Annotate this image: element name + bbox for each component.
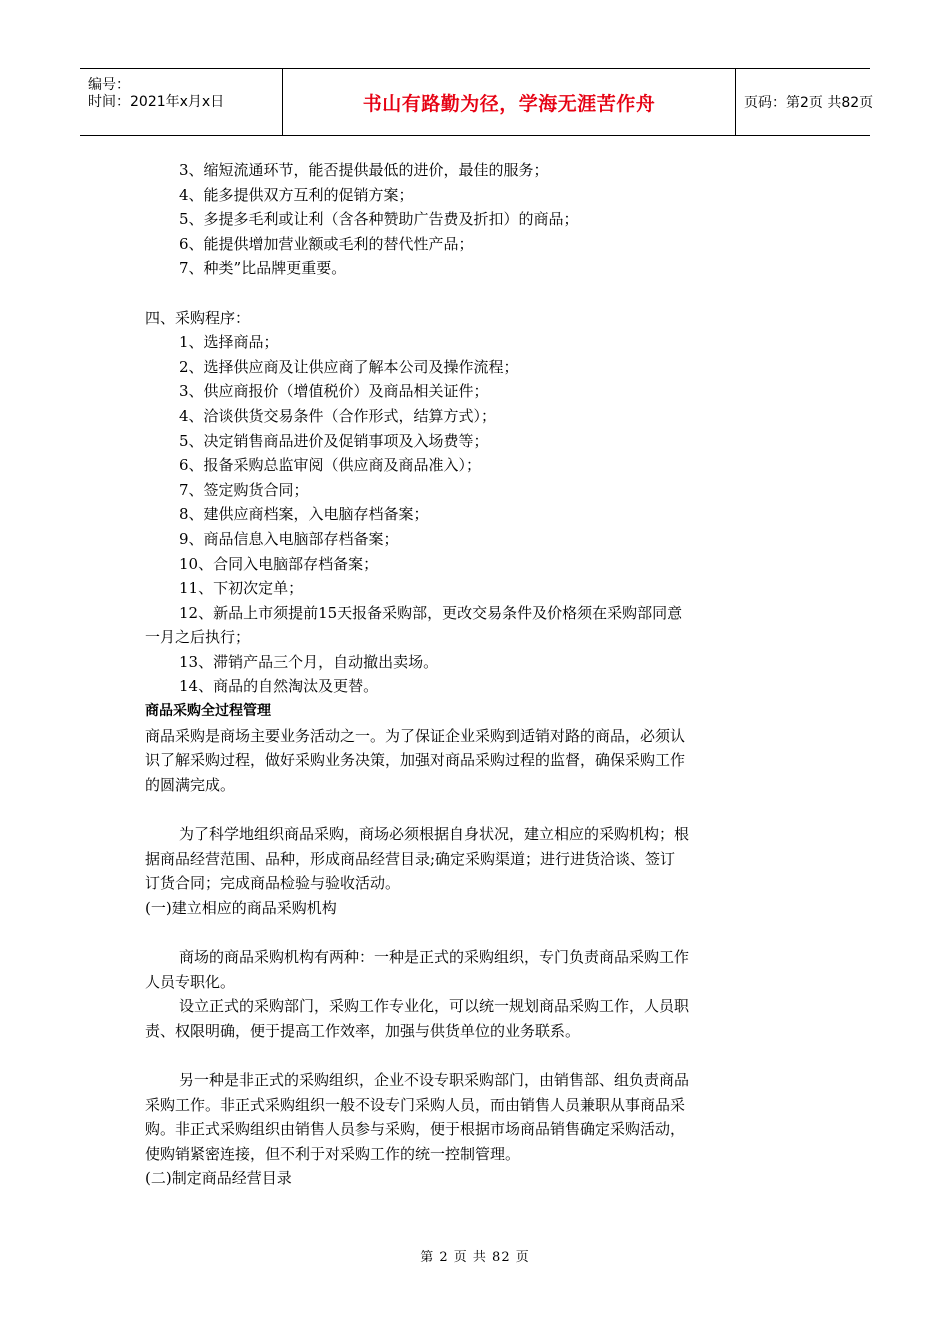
document-body [145, 158, 810, 1191]
paragraph-line: 订货合同；完成商品检验与验收活动。 [145, 874, 401, 893]
procedure-step: 11、下初次定单； [179, 579, 304, 598]
paragraph-line: 商品采购是商场主要业务活动之一。为了保证企业采购到适销对路的商品，必须认 [145, 726, 686, 745]
procedure-step: 4、洽谈供货交易条件（合作形式，结算方式）； [179, 406, 497, 425]
header-motto-cell [282, 69, 736, 135]
header-left-cell [80, 69, 282, 135]
paragraph-line: 为了科学地组织商品采购，商场必须根据自身状况，建立相应的采购机构；根 [179, 825, 690, 844]
list-item: 7、种类”比品牌更重要。 [179, 259, 347, 278]
header-page-code: 页码：第2页 共82页 [744, 95, 874, 111]
section-heading: 四、采购程序： [145, 308, 251, 327]
procedure-step: 1、选择商品； [179, 333, 279, 352]
page-footer: 第 2 页 共 82 页 [420, 1250, 530, 1265]
procedure-step: 10、合同入电脑部存档备案； [179, 554, 379, 573]
paragraph-line: 商场的商品采购机构有两种：一种是正式的采购组织，专门负责商品采购工作 [179, 948, 690, 966]
procedure-step: 13、滞销产品三个月，自动撤出卖场。 [179, 652, 439, 671]
management-title: 商品采购全过程管理 [145, 703, 271, 720]
procedure-step: 3、供应商报价（增值税价）及商品相关证件； [179, 382, 489, 401]
paragraph-line: 购。非正式采购组织由销售人员参与采购，便于根据市场商品销售确定采购活动， [145, 1120, 686, 1139]
paragraph-line: 使购销紧密连接，但不利于对采购工作的统一控制管理。 [145, 1144, 521, 1163]
procedure-step: 5、决定销售商品进价及促销事项及入场费等； [179, 431, 489, 450]
procedure-step: 2、选择供应商及让供应商了解本公司及操作流程； [179, 357, 519, 376]
paragraph-line: 另一种是非正式的采购组织，企业不设专职采购部门，由销售部、组负责商品 [179, 1070, 690, 1089]
procedure-step: 7、签定购货合同； [179, 480, 309, 499]
procedure-step: 14、商品的自然淘汰及更替。 [179, 677, 379, 696]
paragraph-line: 采购工作。非正式采购组织一般不设专门采购人员，而由销售人员兼职从事商品采 [145, 1095, 686, 1114]
procedure-step: 8、建供应商档案，入电脑存档备案； [179, 505, 429, 524]
document-number-label: 编号： [88, 77, 130, 93]
paragraph-line: 据商品经营范围、品种，形成商品经营目录;确定采购渠道；进行进货洽谈、签订 [145, 849, 676, 868]
procedure-step-continued: 一月之后执行； [145, 628, 251, 647]
list-item: 4、能多提供双方互利的促销方案； [179, 185, 414, 204]
header-motto: 书山有路勤为径，学海无涯苦作舟 [362, 92, 656, 115]
paragraph-line: 设立正式的采购部门，采购工作专业化，可以统一规划商品采购工作，人员职 [179, 997, 690, 1016]
procedure-step: 6、报备采购总监审阅（供应商及商品准入）； [179, 456, 482, 475]
paragraph-line: 人员专职化。 [145, 972, 236, 991]
paragraph-line: 责、权限明确，便于提高工作效率，加强与供货单位的业务联系。 [145, 1021, 581, 1040]
paragraph-line: 的圆满完成。 [145, 775, 236, 794]
subsection-heading: (二)制定商品经营目录 [145, 1169, 292, 1188]
list-item: 6、能提供增加营业额或毛利的替代性产品； [179, 234, 474, 253]
header-page-cell [736, 69, 874, 135]
procedure-step: 9、商品信息入电脑部存档备案； [179, 529, 399, 548]
page-header [80, 68, 874, 136]
procedure-step: 12、新品上市须提前15天报备采购部，更改交易条件及价格须在采购部同意 [179, 603, 683, 622]
subsection-heading: (一)建立相应的商品采购机构 [145, 898, 337, 917]
document-time-label: 时间：2021年x月x日 [88, 94, 225, 110]
paragraph-line: 识了解采购过程，做好采购业务决策，加强对商品采购过程的监督，确保采购工作 [145, 751, 686, 770]
list-item: 5、多提多毛利或让利（含各种赞助广告费及折扣）的商品； [179, 210, 579, 229]
list-item: 3、缩短流通环节，能否提供最低的进价，最佳的服务； [179, 161, 549, 179]
